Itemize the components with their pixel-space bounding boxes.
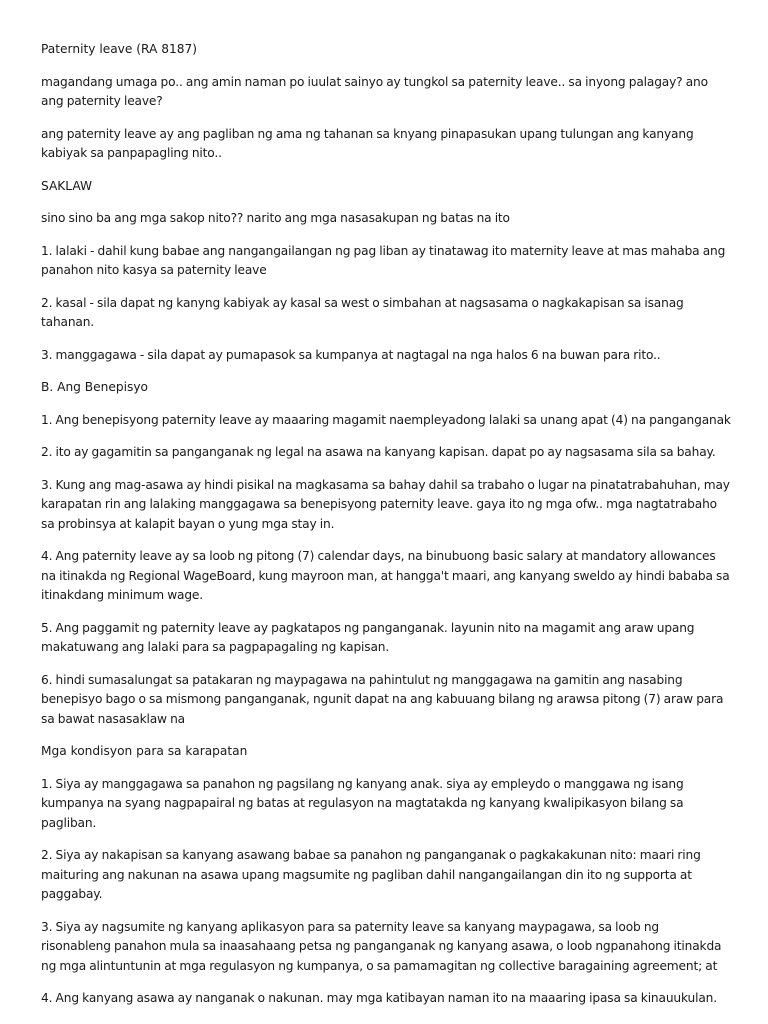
benefit-item-4: 4. Ang paternity leave ay sa loob ng pitong (7) calendar days, na binubuong basic salary at mandatory allowances na itinakda ng Regional WageBoard, kung mayroon man, at hangga't maari, ang kanyang sweldo ay hindi bababa sa itinakdang minimum wage. <box>41 549 730 602</box>
scope-item-2: 2. kasal - sila dapat ng kanyng kabiyak ay kasal sa west o simbahan at nagsasama o nagkakapisan sa isanag tahanan. <box>41 295 684 329</box>
definition-paragraph: ang paternity leave ay ang pagliban ng ama ng tahanan sa knyang pinapasukan upang tulungan ang kanyang kabiyak sa panpapagling nito.. <box>41 126 694 160</box>
document-body <box>41 40 731 1022</box>
intro-paragraph: magandang umaga po.. ang amin naman po iuulat sainyo ay tungkol sa paternity leave.. sa inyong palagay? ano ang paternity leave? <box>41 74 708 108</box>
scope-intro-paragraph: sino sino ba ang mga sakop nito?? narito ang mga nasasakupan ng batas na ito <box>41 211 510 225</box>
section-heading-saklaw: SAKLAW <box>41 178 93 193</box>
condition-item-2: 2. Siya ay nakapisan sa kanyang asawang babae sa panahon ng panganganak o pagkakakunan nito: maari ring maituring ang nakunan na asawa upang magsumite ng pagliban dahil nangangailangan din ito ng supporta at paggabay. <box>41 848 701 901</box>
condition-item-1: 1. Siya ay manggagawa sa panahon ng pagsilang ng kanyang anak. siya ay empleydo o manggawa ng isang kumpanya na syang nagpapairal ng batas at regulasyon na magtatakda ng kanyang kwalipikasyon bilang sa pagliban. <box>41 776 684 830</box>
benefit-item-3: 3. Kung ang mag-asawa ay hindi pisikal na magkasama sa bahay dahil sa trabaho o lugar na pinatatrabahuhan, may karapatan rin ang lalaking manggagawa sa benepisyong paternity leave. gaya ito ng mga ofw.. mga nagtatrabaho sa probinsya at kalapit bayan o yung mga stay in. <box>41 477 730 531</box>
section-heading-kondisyon: Mga kondisyon para sa karapatan <box>41 744 248 758</box>
benefit-item-6: 6. hindi sumasalungat sa patakaran ng maypagawa na pahintulut ng manggagawa na gamitin ang nasabing benepisyo bago o sa mismong panganganak, ngunit dapat na ang kabuuang bilang ng arawsa pitong (7) araw para sa bawat nasasaklaw na <box>41 672 724 726</box>
benefit-item-5: 5. Ang paggamit ng paternity leave ay pagkatapos ng panganganak. layunin nito na magamit ang araw upang makatuwang ang lalaki para sa pagpapagaling ng kapisan. <box>41 620 695 654</box>
condition-item-3: 3. Siya ay nagsumite ng kanyang aplikasyon para sa paternity leave sa kanyang maypagawa, sa loob ng risonableng panahon mula sa inaasahaang petsa ng panganganak ng kanyang asawa, o loob ngpanahong itinakda ng mga alintuntunin at mga regulasyon ng kumpanya, o sa pamamagitan ng collective baragaining agreement; at <box>41 919 722 973</box>
benefit-item-1: 1. Ang benepisyong paternity leave ay maaaring magamit naempleyadong lalaki sa unang apat (4) na panganganak <box>41 412 731 427</box>
scope-item-1: 1. lalaki - dahil kung babae ang nangangailangan ng pag liban ay tinatawag ito maternity leave at mas mahaba ang panahon nito kasya sa paternity leave <box>41 243 726 277</box>
condition-item-4: 4. Ang kanyang asawa ay nanganak o nakunan. may mga katibayan naman ito na maaaring ipasa sa kinauukulan. <box>41 991 717 1005</box>
section-heading-benepisyo: B. Ang Benepisyo <box>41 380 149 394</box>
document-title: Paternity leave (RA 8187) <box>41 42 197 56</box>
scope-item-3: 3. manggagawa - sila dapat ay pumapasok sa kumpanya at nagtagal na nga halos 6 na buwan para rito.. <box>41 347 661 362</box>
benefit-item-2: 2. ito ay gagamitin sa panganganak ng legal na asawa na kanyang kapisan. dapat po ay nagsasama sila sa bahay. <box>41 445 716 459</box>
